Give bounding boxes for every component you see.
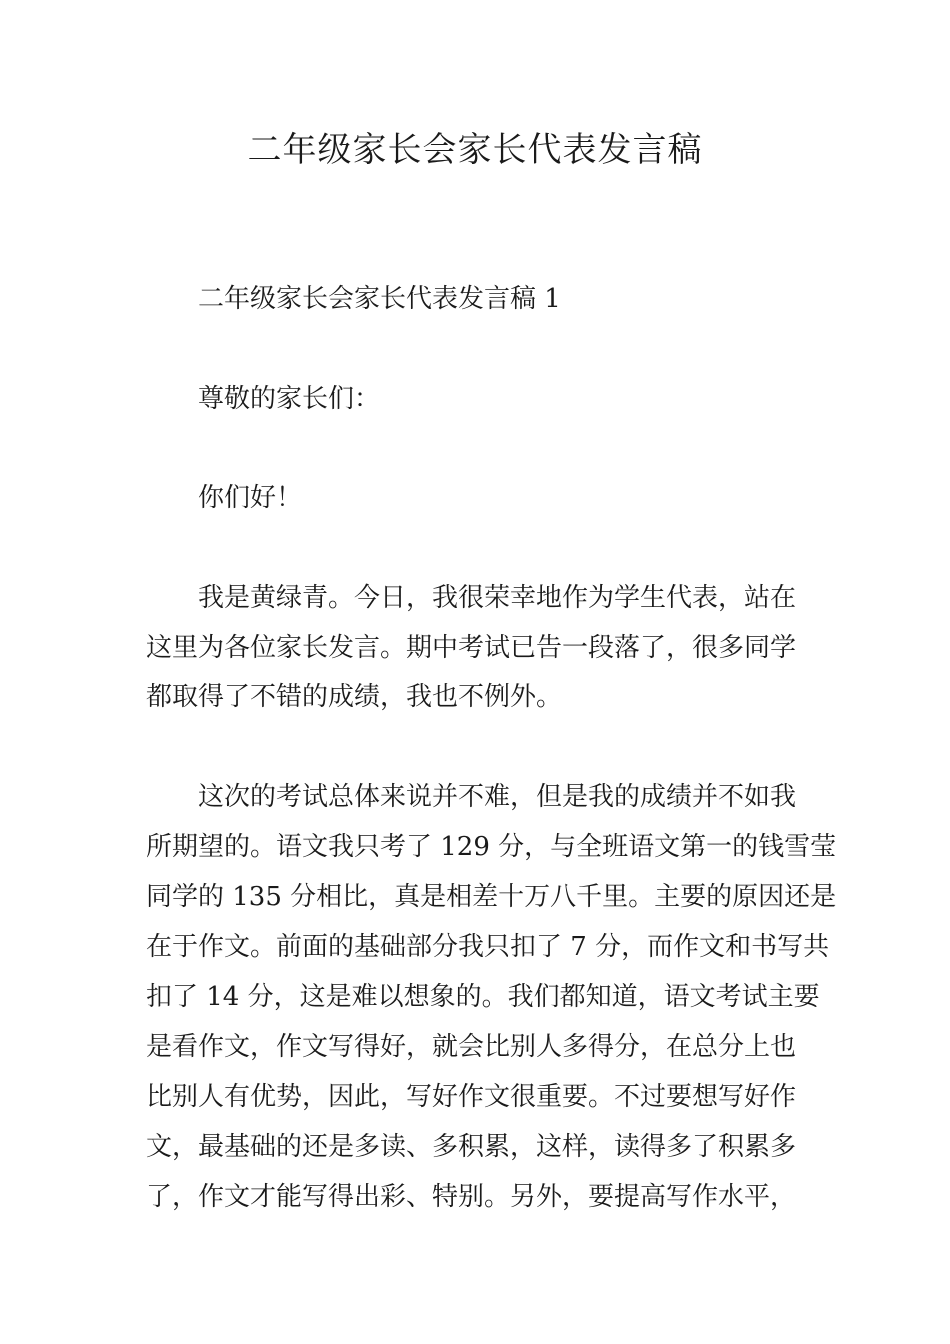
paragraph-line: 扣了 14 分，这是难以想象的。我们都知道，语文考试主要	[146, 982, 820, 1012]
paragraph-line: 都取得了不错的成绩，我也不例外。	[146, 682, 563, 712]
paragraph-line: 这里为各位家长发言。期中考试已告一段落了，很多同学	[146, 633, 797, 663]
speech-subtitle: 二年级家长会家长代表发言稿 1	[198, 284, 561, 314]
paragraph-line: 在于作文。前面的基础部分我只扣了 7 分，而作文和书写共	[146, 932, 830, 962]
paragraph-line: 是看作文，作文写得好，就会比别人多得分，在总分上也	[146, 1032, 797, 1062]
salutation: 尊敬的家长们：	[198, 384, 381, 414]
paragraph-line: 同学的 135 分相比，真是相差十万八千里。主要的原因还是	[146, 882, 837, 912]
paragraph-line: 比别人有优势，因此，写好作文很重要。不过要想写好作	[146, 1082, 797, 1112]
paragraph-line: 了，作文才能写得出彩、特别。另外，要提高写作水平，	[146, 1182, 797, 1212]
paragraph-line: 这次的考试总体来说并不难，但是我的成绩并不如我	[198, 782, 797, 812]
greeting: 你们好！	[198, 483, 303, 513]
paragraph-line: 所期望的。语文我只考了 129 分，与全班语文第一的钱雪莹	[146, 832, 837, 862]
document-title: 二年级家长会家长代表发言稿	[247, 130, 703, 170]
paragraph-line: 文，最基础的还是多读、多积累，这样，读得多了积累多	[146, 1132, 797, 1162]
paragraph-line: 我是黄绿青。今日，我很荣幸地作为学生代表，站在	[198, 583, 797, 613]
